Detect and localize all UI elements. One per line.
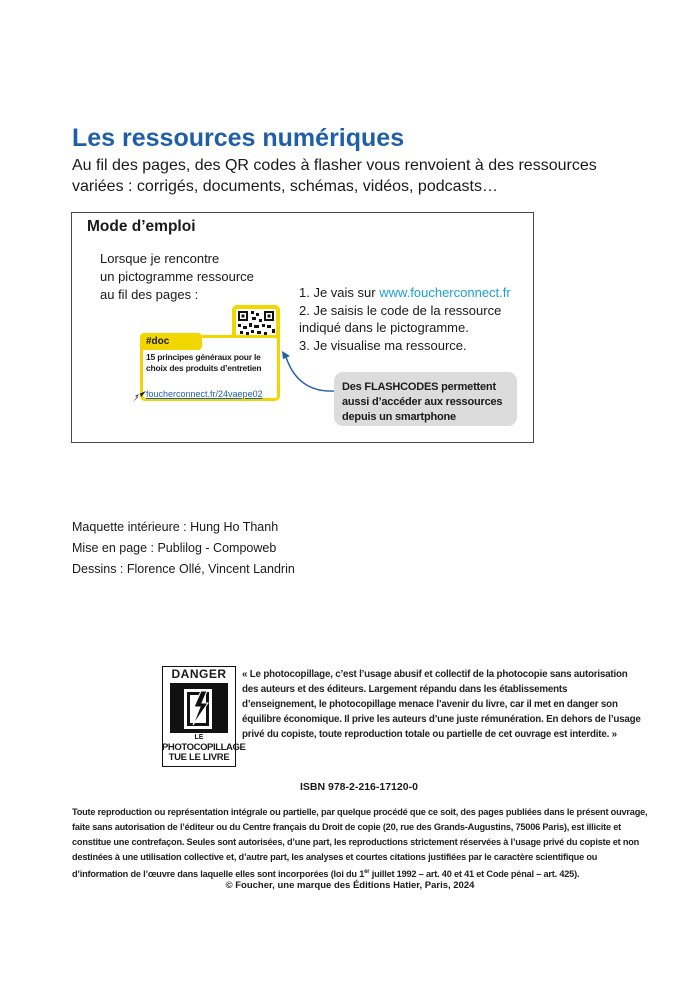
mode-emploi-title: Mode d’emploi: [87, 218, 196, 235]
step-3: 3. Je visualise ma ressource.: [299, 337, 467, 353]
intro-text: Au fil des pages, des QR codes à flasher vous renvoient à des ressources variées : corrigés, documents, schémas, vidéos, podcasts…: [72, 157, 597, 195]
credits: [72, 517, 295, 580]
step-2: 2. Je saisis le code de la ressource indiqué dans le pictogramme.: [299, 302, 502, 335]
credit-line: Maquette intérieure : Hung Ho Thanh: [72, 520, 279, 534]
steps-list: [299, 284, 539, 354]
danger-photocopillage: PHOTOCOPILLAGE: [162, 742, 246, 753]
danger-le: LE: [194, 734, 204, 741]
copyright: © Foucher, une marque des Éditions Hatier, Paris, 2024: [225, 880, 475, 891]
danger-label: [162, 733, 246, 763]
lead-line: au fil des pages :: [100, 287, 199, 302]
flashcode-bubble-text: Des FLASHCODES permettent aussi d’accéder aux ressources depuis un smartphone: [342, 381, 503, 423]
doc-description: 15 principes généraux pour le choix des produits d’entretien: [146, 352, 262, 373]
foucherconnect-link[interactable]: www.foucherconnect.fr: [379, 285, 511, 300]
photocopillage-warning: « Le photocopillage, c’est l’usage abusif et collectif de la photocopie sans autorisation des auteurs et des éditeurs. Largement répandu dans les établissements d’enseignement, le photocopillage menace l’avenir du livre, car il met en danger son équilibre économique. Il prive les auteurs d’une juste rémunération. En dehors de l’usage privé du copiste, toute reproduction totale ou partielle de cet ouvrage est interdite. »: [242, 669, 641, 740]
legal-notice: Toute reproduction ou représentation intégrale ou partielle, par quelque procédé que ce soit, des pages publiées dans le présent ouvrage, faite sans autorisation de l’éditeur ou du Centre français du Droit de copie (20, rue des Grands-Augustins, 75006 Paris), est illicite et constitue une contrefaçon. Seules sont autorisées, d’une part, les reproductions strictement réservées à l’usage privé du copiste et non destinées à une utilisation collective et, d’autre part, les analyses et courtes citations justifiées par le caractère scientifique ou d’information de l’œuvre dans laquelle elles sont incorporées (loi du 1er juillet 1992 – art. 40 et 41 et Code pénal – art. 425).: [72, 807, 648, 880]
broken-book-icon: [170, 683, 228, 733]
step-1: 1. Je vais sur www.foucherconnect.fr: [299, 285, 511, 300]
credit-line: Mise en page : Publilog - Compoweb: [72, 541, 277, 555]
isbn: ISBN 978-2-216-17120-0: [300, 781, 418, 793]
credit-line: Dessins : Florence Ollé, Vincent Landrin: [72, 562, 295, 576]
danger-tue-le-livre: TUE LE LIVRE: [168, 752, 230, 763]
page-title: Les ressources numériques: [72, 124, 405, 152]
lead-line: un pictogramme ressource: [100, 269, 254, 284]
doc-link[interactable]: foucherconnect.fr/24vaepe02: [146, 389, 263, 399]
doc-tag: #doc: [140, 333, 202, 350]
danger-title: DANGER: [171, 667, 227, 681]
lead-line: Lorsque je rencontre: [100, 251, 220, 266]
mode-emploi-lead: [100, 250, 290, 304]
